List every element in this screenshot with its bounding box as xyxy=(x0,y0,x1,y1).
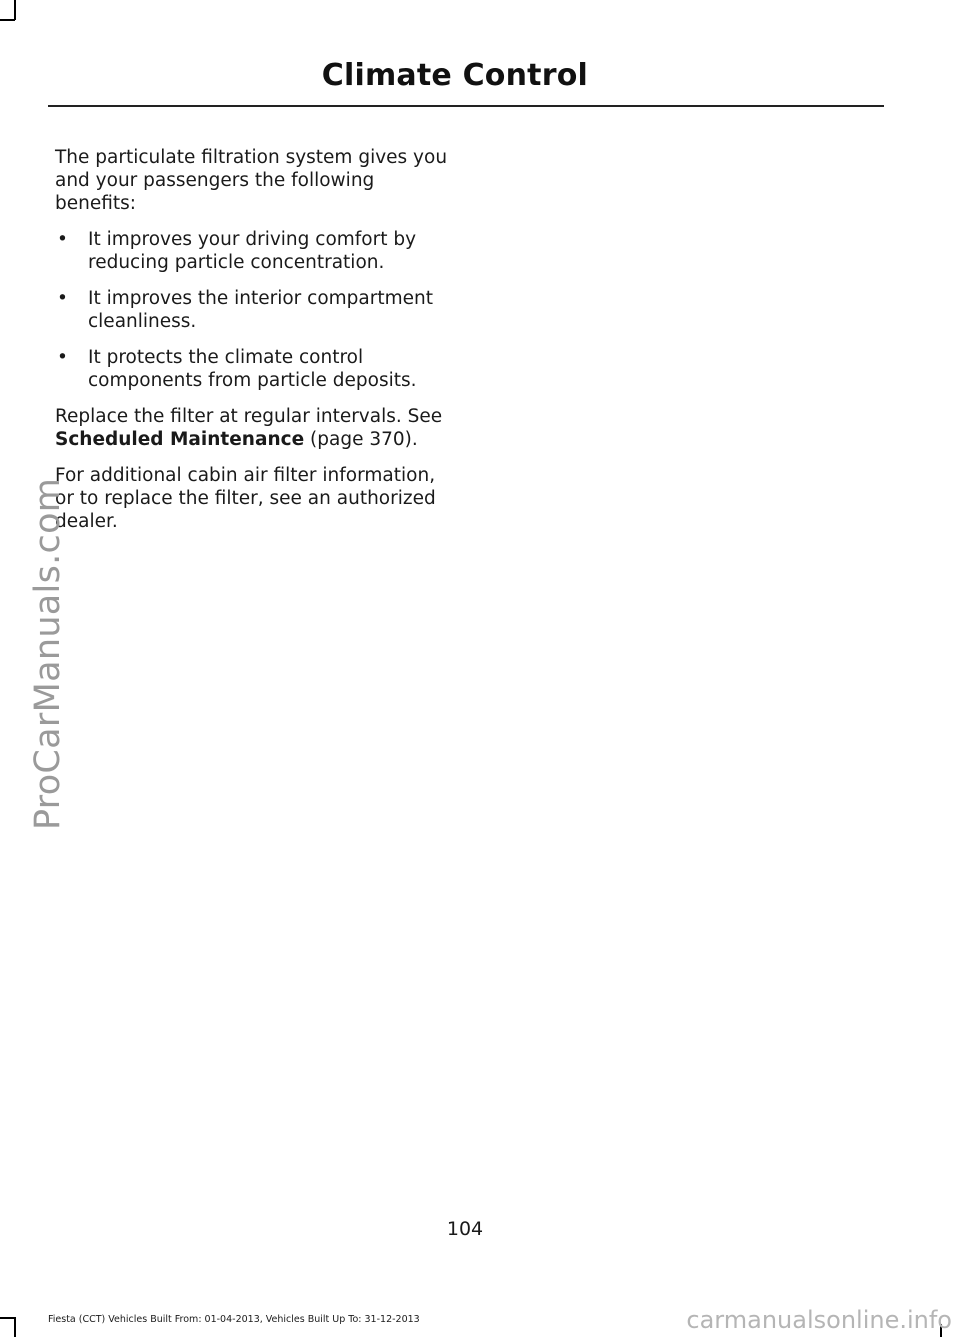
footer-vehicle-info: Fiesta (CCT) Vehicles Built From: 01-04-2013, Vehicles Built Up To: 31-12-2013 xyxy=(48,1314,420,1325)
list-item xyxy=(55,346,455,392)
page-reference: (page 370). xyxy=(310,429,418,450)
crop-mark-top-left-vertical xyxy=(14,0,16,20)
replace-filter-text: Replace the filter at regular intervals. See xyxy=(55,406,443,427)
list-item-text: It protects the climate control components from particle deposits. xyxy=(88,347,417,391)
section-title: Climate Control xyxy=(321,58,588,93)
list-item-text: It improves the interior compartment cleanliness. xyxy=(88,288,433,332)
list-item xyxy=(55,228,455,274)
footer-watermark: carmanualsonline.info xyxy=(686,1306,952,1334)
bullet-icon: • xyxy=(57,229,68,250)
header-divider xyxy=(48,105,884,107)
scheduled-maintenance-link[interactable]: Scheduled Maintenance xyxy=(55,429,305,450)
list-item-text: It improves your driving comfort by reducing particle concentration. xyxy=(88,229,417,273)
bullet-icon: • xyxy=(57,347,68,368)
main-content xyxy=(55,146,455,546)
crop-mark-bottom-left-vertical xyxy=(14,1317,16,1337)
intro-paragraph: The particulate filtration system gives you and your passengers the following benefits: xyxy=(55,147,448,214)
bullet-icon: • xyxy=(57,288,68,309)
side-watermark: ProCarManuals.com xyxy=(28,477,68,830)
crop-mark-top-left-horizontal xyxy=(0,19,15,21)
crop-mark-bottom-left-horizontal xyxy=(0,1317,15,1319)
additional-info-paragraph: For additional cabin air filter information, or to replace the filter, see an authorized dealer. xyxy=(55,465,436,532)
replace-filter-paragraph xyxy=(55,405,455,451)
page-number: 104 xyxy=(446,1218,484,1240)
list-item xyxy=(55,287,455,333)
benefits-list xyxy=(55,228,455,392)
